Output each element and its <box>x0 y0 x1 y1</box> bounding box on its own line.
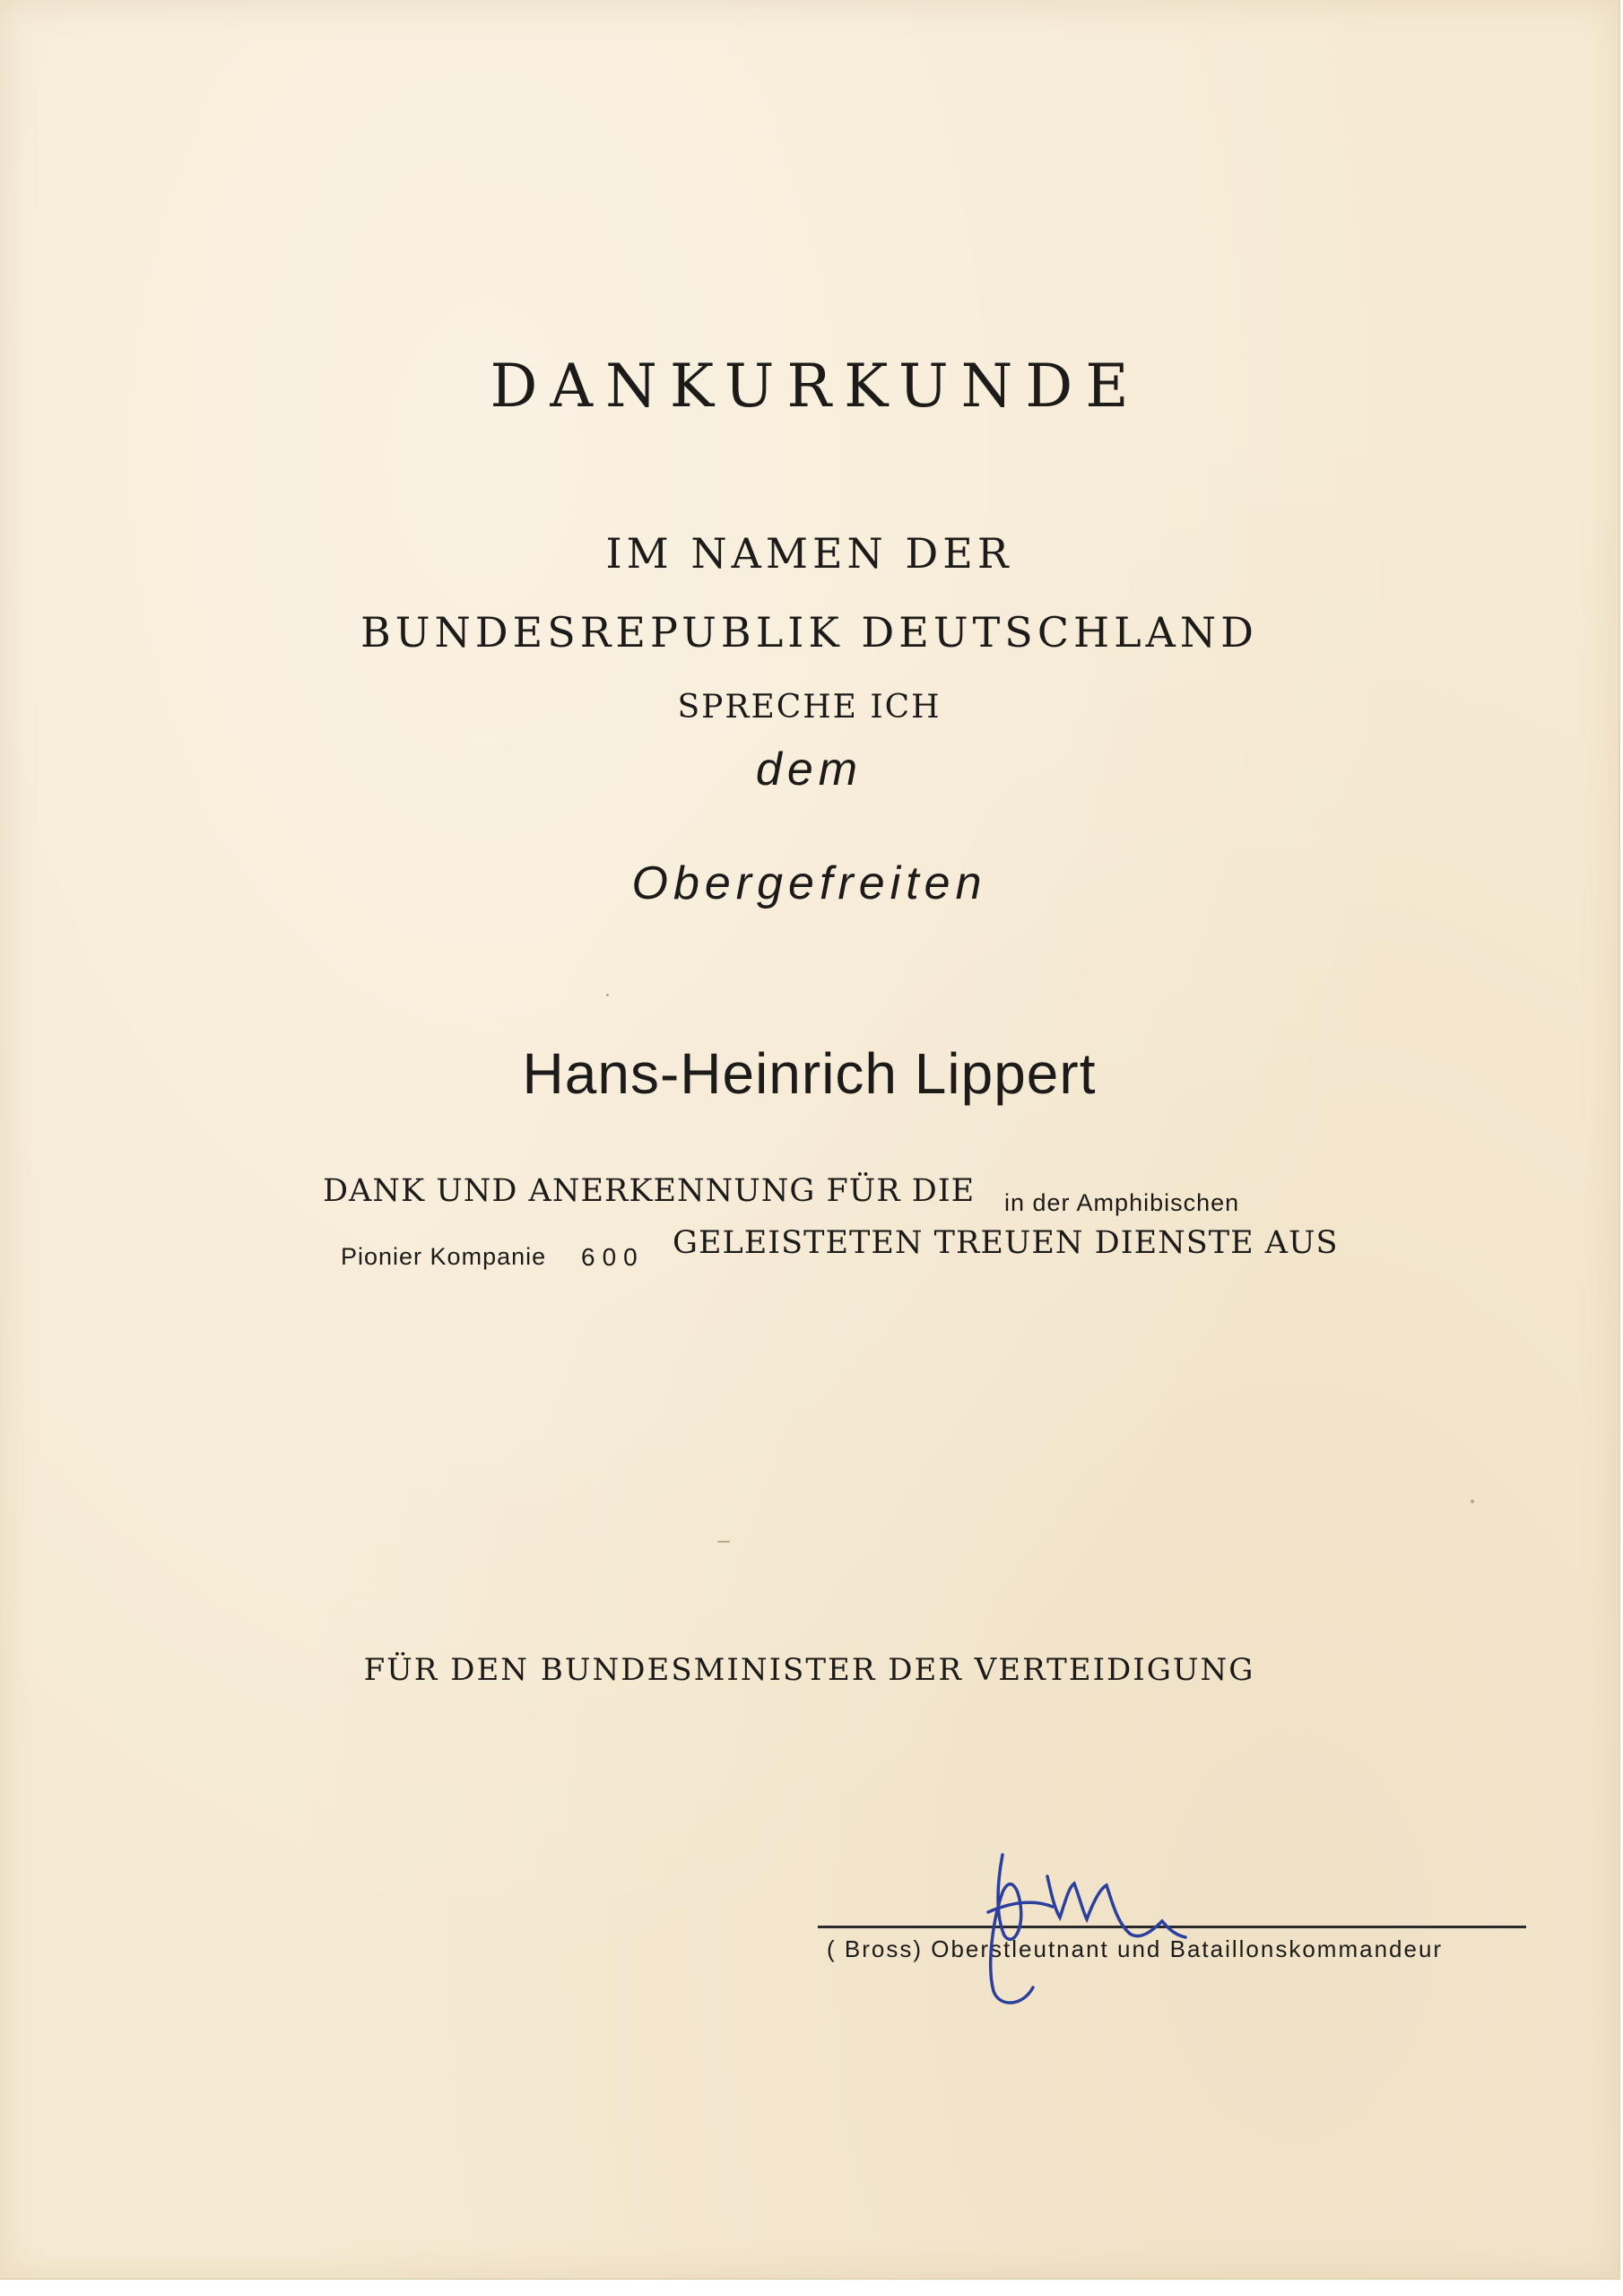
unit-line-1: in der Amphibischen <box>1004 1189 1240 1216</box>
certificate-title: DANKURKUNDE <box>490 352 1141 421</box>
signature-caption: ( Bross) Oberstleutnant und Bataillonskommandeur <box>827 1935 1444 1962</box>
recipient-name: Hans-Heinrich Lippert <box>522 1041 1097 1106</box>
paper-speck <box>1471 1500 1474 1503</box>
article-text: dem <box>755 744 864 796</box>
minister-line: FÜR DEN BUNDESMINISTER DER VERTEIDIGUNG <box>363 1652 1255 1688</box>
paper-speck <box>717 1541 730 1543</box>
unit-line-2: Pionier Kompanie <box>341 1243 547 1270</box>
handwritten-signature <box>977 1830 1211 2018</box>
intro-line-2: BUNDESREPUBLIK DEUTSCHLAND <box>360 608 1259 657</box>
rank-text: Obergefreiten <box>631 857 987 909</box>
services-text: GELEISTETEN TREUEN DIENSTE AUS <box>673 1225 1339 1261</box>
intro-line-1: IM NAMEN DER <box>605 529 1013 578</box>
thanks-text: DANK UND ANERKENNUNG FÜR DIE <box>323 1173 976 1209</box>
paper-speck <box>606 994 609 996</box>
unit-number: 600 <box>581 1243 645 1271</box>
intro-line-3: SPRECHE ICH <box>677 689 942 726</box>
